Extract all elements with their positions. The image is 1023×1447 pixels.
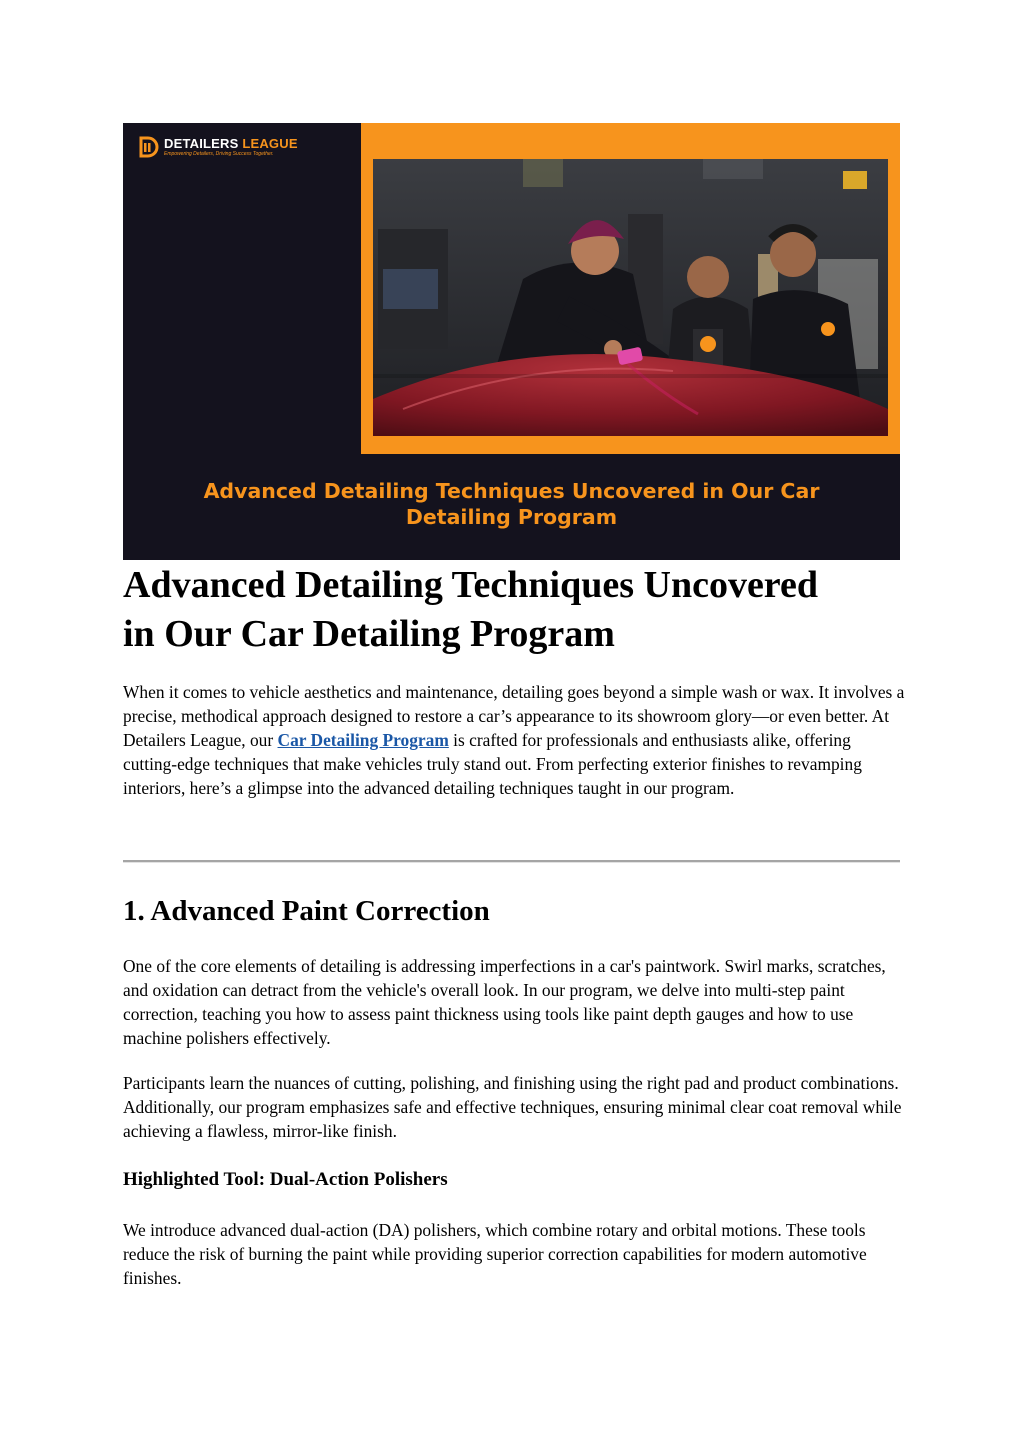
article-title-line1: Advanced Detailing Techniques Uncovered: [123, 564, 818, 606]
section-heading-paint-correction: 1. Advanced Paint Correction: [123, 895, 490, 927]
car-detailing-program-link[interactable]: Car Detailing Program: [277, 730, 449, 751]
article-hero-banner: [123, 123, 900, 560]
brand-name-part1: DETAILERS: [164, 136, 239, 151]
intro-text-before-link: When it comes to vehicle aesthetics and maintenance, detailing goes beyond a simple wash or wax. It involves a precise, methodical approach designed to restore a car’s appearance to its showroom glory—or even better. At Detailers League, our: [123, 682, 905, 751]
detailers-league-logo-icon: [137, 135, 159, 159]
banner-title-line2: Detailing Program: [405, 505, 618, 529]
article-title-line2: in Our Car Detailing Program: [123, 613, 615, 655]
workshop-photo: [373, 159, 888, 436]
highlighted-tool-heading: Highlighted Tool: Dual-Action Polishers: [123, 1169, 448, 1190]
photo-frame: [361, 123, 900, 454]
dual-action-polishers-paragraph: We introduce advanced dual-action (DA) polishers, which combine rotary and orbital motions. These tools reduce the risk of burning the paint while providing superior correction capabilities for modern automotive finishes.: [123, 1220, 867, 1289]
banner-title: [123, 478, 900, 530]
brand-name-part2: LEAGUE: [242, 136, 298, 151]
section-divider: [123, 860, 900, 863]
intro-text-after-link: is crafted for professionals and enthusiasts alike, offering cutting-edge techniques that make vehicles truly stand out. From perfecting exterior finishes to revamping interiors, here’s a glimpse into the advanced detailing techniques taught in our program.: [123, 730, 862, 799]
brand-name: [164, 137, 298, 150]
article-title: [123, 561, 913, 659]
paint-correction-paragraph-1: One of the core elements of detailing is addressing imperfections in a car's paintwork. Swirl marks, scratches, and oxidation can detract from the vehicle's overall look. In our program, we delve into multi-step paint correction, teaching you how to assess paint thickness using tools like paint depth gauges and how to use machine polishers effectively.: [123, 956, 886, 1049]
workshop-scene-illustration: [373, 159, 888, 436]
brand-tagline: Empowering Detailers, Driving Success Together.: [164, 151, 274, 157]
banner-title-line1: Advanced Detailing Techniques Uncovered in Our Car: [203, 479, 820, 503]
paint-correction-paragraph-2: Participants learn the nuances of cutting, polishing, and finishing using the right pad and product combinations. Additionally, our program emphasizes safe and effective techniques, ensuring minimal clear coat removal while achieving a flawless, mirror-like finish.: [123, 1073, 902, 1142]
intro-paragraph: [123, 680, 908, 800]
brand-logo: [137, 135, 298, 159]
